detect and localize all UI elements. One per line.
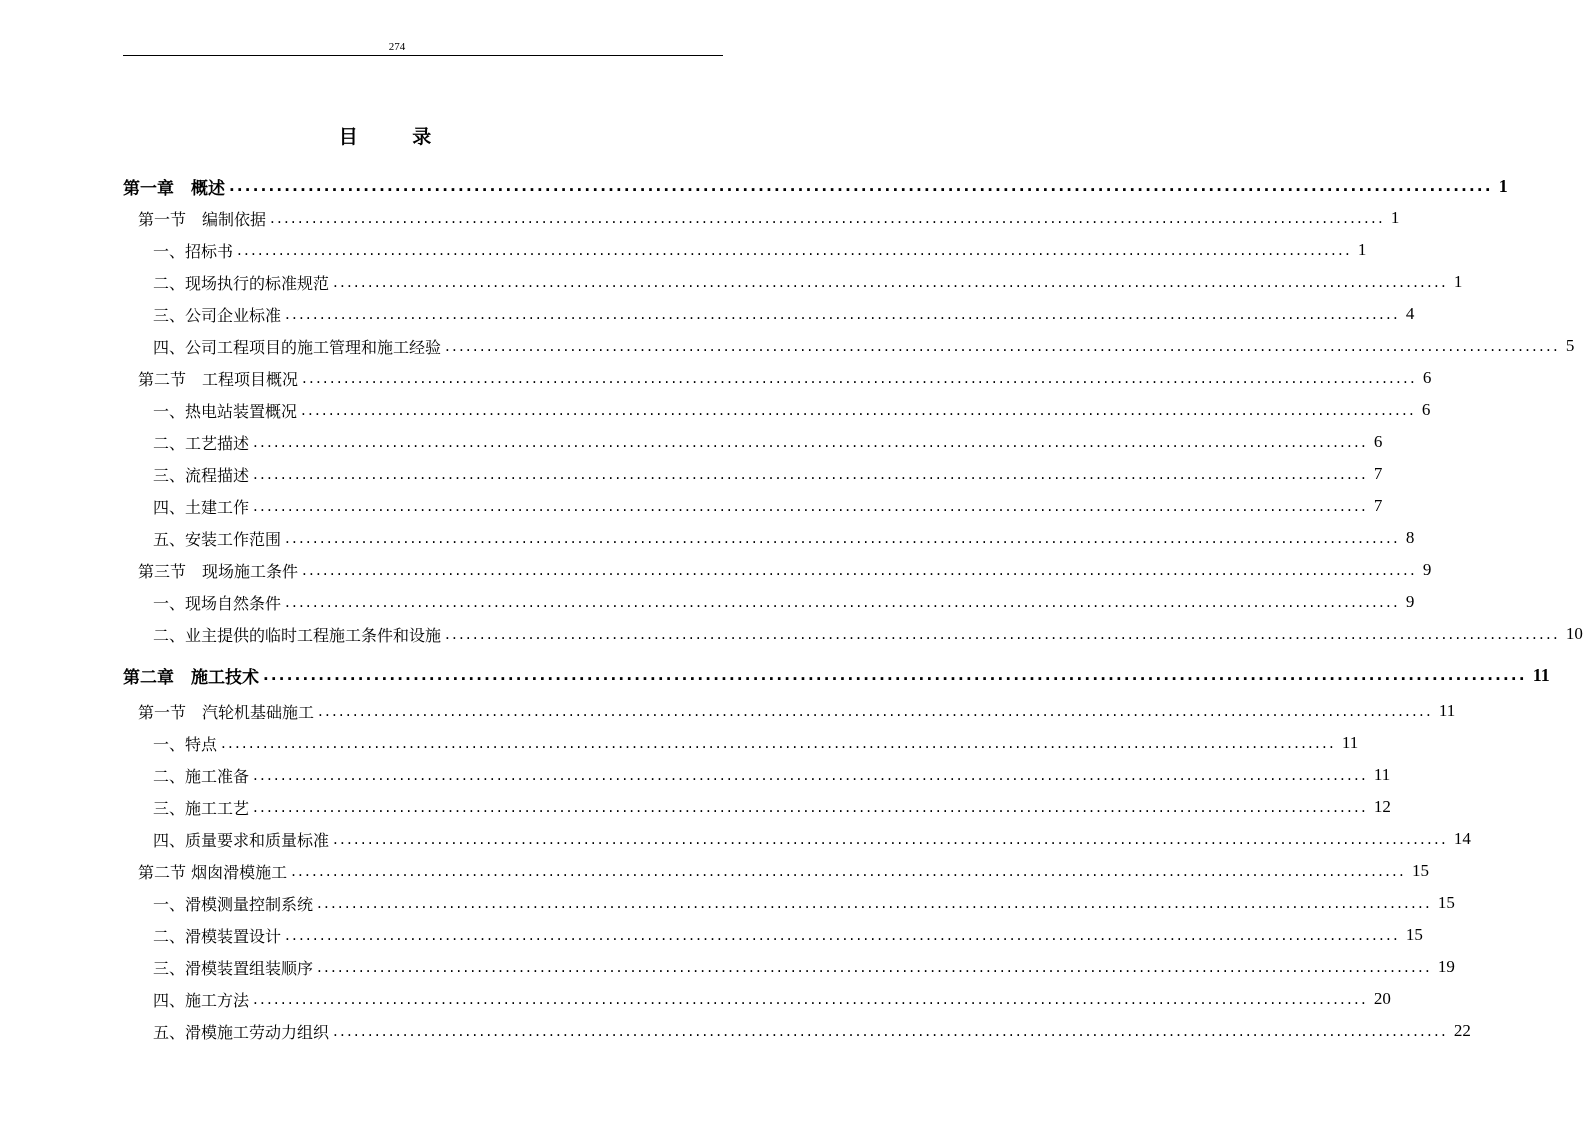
toc-entry-page-number: 1 [1498, 175, 1508, 196]
toc-title: 目 录 [338, 126, 456, 148]
toc-entry-item[interactable] [153, 618, 1583, 650]
toc-entry-item[interactable] [153, 887, 1455, 919]
toc-entry-item[interactable] [153, 266, 1463, 298]
dot-leader: ................................................................................................................................................................ [237, 241, 1352, 259]
dot-leader: ................................................................................................................................................................ [253, 990, 1368, 1008]
toc-entry-section[interactable] [138, 855, 1429, 887]
toc-entry-label: 一、现场自然条件 [153, 593, 282, 613]
toc-entry-item[interactable] [153, 234, 1367, 266]
toc-entry-page-number: 6 [1422, 368, 1432, 387]
dot-leader: ................................................................................................................................................................ [317, 958, 1432, 976]
toc-entry-item[interactable] [153, 919, 1423, 951]
toc-entry-label: 第一节 汽轮机基础施工 [138, 702, 315, 722]
dot-leader: ................................................................................................................................................................ [221, 734, 1336, 752]
toc-entry-label: 三、滑模装置组装顺序 [153, 958, 314, 978]
toc-entry-item[interactable] [153, 458, 1383, 490]
toc-entry-item[interactable] [153, 727, 1359, 759]
toc-entry-section[interactable] [138, 554, 1432, 586]
toc-entry-item[interactable] [153, 1015, 1471, 1047]
toc-entry-label: 第二节 工程项目概况 [138, 369, 299, 389]
toc-entry-page-number: 11 [1532, 664, 1550, 685]
toc-entry-item[interactable] [153, 490, 1383, 522]
toc-entry-page-number: 4 [1405, 304, 1415, 323]
dot-leader: ................................................................................................................................................................ [285, 593, 1400, 611]
dot-leader: ................................................................................................................................................................ [253, 465, 1368, 483]
toc-entry-page-number: 12 [1373, 797, 1391, 816]
toc-entry-label: 三、公司企业标准 [153, 305, 282, 325]
dot-leader: ................................................................................................................................................................ [285, 926, 1400, 944]
toc-entry-chapter[interactable] [123, 659, 1550, 691]
dot-leader: ................................................................................................................................................................ [285, 305, 1400, 323]
dot-leader: ................................................................................................................................................................ [317, 894, 1432, 912]
toc-entry-section[interactable] [138, 362, 1432, 394]
dot-leader: ................................................................................................................................................................ [445, 625, 1560, 643]
toc-entry-item[interactable] [153, 759, 1391, 791]
toc-entry-label: 四、质量要求和质量标准 [153, 830, 330, 850]
toc-entry-item[interactable] [153, 951, 1455, 983]
toc-entry-label: 二、工艺描述 [153, 433, 250, 453]
toc-entry-page-number: 11 [1341, 733, 1359, 752]
toc-entry-item[interactable] [153, 426, 1383, 458]
dot-leader: ................................................................................................................................................................ [302, 369, 1417, 387]
toc-entry-label: 二、施工准备 [153, 766, 250, 786]
toc-entry-page-number: 9 [1422, 560, 1432, 579]
toc-entry-page-number: 6 [1373, 432, 1383, 451]
toc-entry-page-number: 14 [1453, 829, 1471, 848]
dot-leader: ................................................................................................................................................................ [253, 766, 1368, 784]
toc-entry-page-number: 5 [1565, 336, 1575, 355]
toc-entry-chapter[interactable] [123, 170, 1508, 202]
dot-leader: ................................................................................................................................................................ [285, 529, 1400, 547]
toc-entry-label: 一、特点 [153, 734, 218, 754]
toc-entry-label: 第二章 施工技术 [123, 667, 259, 688]
toc-entry-section[interactable] [138, 202, 1400, 234]
toc-entry-page-number: 1 [1453, 272, 1463, 291]
toc-entry-label: 二、现场执行的标准规范 [153, 273, 330, 293]
dot-leader: ................................................................................................................................................................ [301, 401, 1416, 419]
toc-entry-label: 第一节 编制依据 [138, 209, 267, 229]
toc-entry-label: 一、滑模测量控制系统 [153, 894, 314, 914]
toc-entry-label: 第二节 烟囱滑模施工 [138, 862, 288, 882]
toc-entry-item[interactable] [153, 823, 1471, 855]
toc-entry-page-number: 7 [1373, 496, 1383, 515]
toc-entry-page-number: 6 [1421, 400, 1431, 419]
dot-leader: ................................................................................................................................................................ [302, 561, 1417, 579]
dot-leader: ................................................................................................................................................................ [333, 1022, 1448, 1040]
toc-entry-page-number: 15 [1437, 893, 1455, 912]
dot-leader: ................................................................................................................................................................ [333, 830, 1448, 848]
toc-entry-page-number: 20 [1373, 989, 1391, 1008]
toc-entry-page-number: 9 [1405, 592, 1415, 611]
dot-leader: ................................................................................................................................................................ [270, 209, 1385, 227]
toc-entry-label: 一、招标书 [153, 241, 234, 261]
toc-entry-page-number: 7 [1373, 464, 1383, 483]
toc-entry-page-number: 10 [1565, 624, 1583, 643]
dot-leader: ................................................................................................................................................................ [445, 337, 1560, 355]
toc-entry-item[interactable] [153, 983, 1391, 1015]
toc-entry-label: 二、滑模装置设计 [153, 926, 282, 946]
dot-leader: ................................................................................................................................................................ [253, 433, 1368, 451]
toc-entry-label: 五、滑模施工劳动力组织 [153, 1022, 330, 1042]
toc-entry-page-number: 19 [1437, 957, 1455, 976]
toc-entry-page-number: 1 [1357, 240, 1367, 259]
header-rule [123, 55, 723, 56]
dot-leader: ................................................................................................................................................................ [263, 666, 1527, 684]
toc-entry-page-number: 8 [1405, 528, 1415, 547]
dot-leader: ................................................................................................................................................................ [253, 798, 1368, 816]
toc-entry-label: 二、业主提供的临时工程施工条件和设施 [153, 625, 442, 645]
dot-leader: ................................................................................................................................................................ [229, 177, 1493, 195]
toc-entry-item[interactable] [153, 298, 1415, 330]
toc-entry-label: 三、施工工艺 [153, 798, 250, 818]
toc-entry-item[interactable] [153, 586, 1415, 618]
toc-entry-label: 第一章 概述 [123, 178, 225, 199]
dot-leader: ................................................................................................................................................................ [291, 862, 1406, 880]
toc-entry-section[interactable] [138, 695, 1456, 727]
page-header-number: 274 [388, 41, 406, 53]
toc-entry-label: 四、施工方法 [153, 990, 250, 1010]
toc-entry-item[interactable] [153, 522, 1415, 554]
toc-entry-page-number: 15 [1411, 861, 1429, 880]
toc-entry-label: 五、安装工作范围 [153, 529, 282, 549]
toc-entry-label: 三、流程描述 [153, 465, 250, 485]
toc-entry-page-number: 1 [1390, 208, 1400, 227]
toc-entry-label: 第三节 现场施工条件 [138, 561, 299, 581]
toc-entry-item[interactable] [153, 330, 1575, 362]
dot-leader: ................................................................................................................................................................ [333, 273, 1448, 291]
toc-entry-page-number: 15 [1405, 925, 1423, 944]
toc-entry-label: 四、土建工作 [153, 497, 250, 517]
dot-leader: ................................................................................................................................................................ [253, 497, 1368, 515]
toc-entry-item[interactable] [153, 791, 1391, 823]
toc-entry-label: 四、公司工程项目的施工管理和施工经验 [153, 337, 442, 357]
toc-entry-item[interactable] [153, 394, 1431, 426]
dot-leader: ................................................................................................................................................................ [318, 702, 1433, 720]
toc-entry-page-number: 11 [1373, 765, 1391, 784]
toc-entry-page-number: 11 [1438, 701, 1456, 720]
toc-entry-page-number: 22 [1453, 1021, 1471, 1040]
toc-entry-label: 一、热电站装置概况 [153, 401, 298, 421]
